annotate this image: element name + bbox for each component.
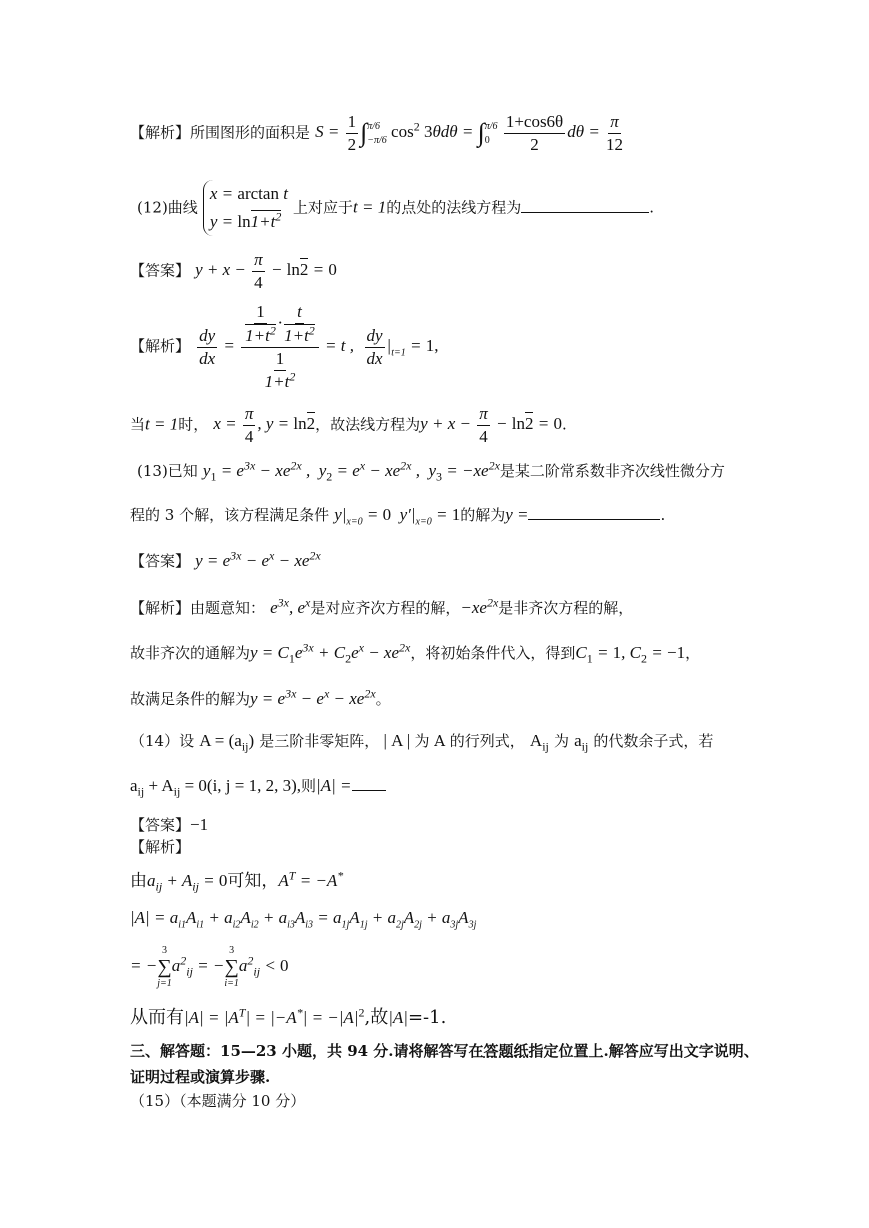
area-text: 所围图形的面积是 — [190, 123, 311, 142]
period: . — [561, 415, 567, 434]
constants: $C_1 = 1$, $C_2 = -1$ — [575, 643, 686, 666]
transpose-relation: $A^T = -A^*$ — [278, 868, 344, 890]
section3-line1 — [130, 1040, 869, 1061]
q12-conclusion-line — [130, 404, 869, 447]
area-solution-line — [130, 112, 869, 155]
q12-text2: 的点处的法线方程为 — [386, 198, 522, 217]
det-expansion: $|A| = a_{i1}A_{i1} + a_{i2}A_{i2} + a_{i3}A_{i3} = a_{1j}A_{1j} + a_{2j}A_{2j} + a_{3j}A_{3j}$ — [130, 908, 477, 931]
q13-analysis-line3 — [130, 688, 869, 709]
q14-step4 — [130, 1003, 869, 1029]
yt-a: 由题意知： — [190, 599, 266, 617]
analysis-tag: 【解析】 — [130, 838, 191, 856]
q14-then: 则 — [301, 777, 317, 795]
curve-system: x = arctan t $y = \ln 1+t^2$ — [203, 180, 288, 236]
analysis-tag: 【解析】 — [130, 336, 191, 355]
area-formula: S = $\frac{1}{2}$ ∫ π/6 −π/6 $\cos^2 3\theta d\theta$ = ∫ π/6 0 $\frac{1+\cos 6\theta}{2}$ dθ = $\frac{\pi}{12}$ — [315, 112, 624, 154]
q13-number: (13)已知 — [137, 462, 198, 480]
q12-answer-line — [130, 250, 869, 293]
you-text: 由 — [130, 871, 147, 891]
yt-b: 是对应齐次方程的解， — [310, 599, 461, 617]
q14-analysis-tag-line — [130, 836, 869, 857]
q12-number: (12)曲线 — [137, 198, 198, 217]
q14-step1 — [130, 866, 869, 894]
q14-line2 — [130, 775, 869, 799]
q13-answer-line — [130, 550, 869, 571]
det-a-abs: |A| = — [316, 776, 352, 795]
general-solution: $y = C_1e^{3x} + C_2e^x - xe^{2x}$ — [250, 640, 411, 666]
q13-solutions: $y_1 = e^{3x} - xe^{2x}$ , $y_2 = e^x - xe^{2x}$ , $y_3 = -xe^{2x}$ — [202, 458, 500, 484]
q14-step2 — [130, 908, 869, 931]
yt-c: 是非齐次方程的解， — [498, 599, 634, 617]
analysis-tag: 【解析】 — [130, 123, 191, 142]
q13-conditions: $y|_{x=0} = 0$ $y'|_{x=0} = 1$ — [334, 505, 461, 528]
q12-answer-blank[interactable] — [521, 212, 649, 213]
t-eq-1: t = 1 — [353, 197, 387, 217]
q13-analysis-line2 — [130, 640, 869, 666]
cofactor-a: $A_{ij}$ — [529, 731, 549, 754]
det-a: | A | — [379, 731, 415, 750]
period: . — [660, 506, 666, 524]
q13-answer: $y = e^{3x} - e^x - xe^{2x}$ — [195, 548, 321, 570]
q15-line — [130, 1090, 869, 1111]
sum-expression: = − 3 ∑ j=1 $a^2_{ij}$ = − 3 ∑ i=1 $a^2_{ij} < 0$ — [130, 945, 289, 989]
cond-expr: $a_{ij} + A_{ij} = 0$ — [147, 871, 228, 894]
congeryou-text: 从而有 — [130, 1007, 184, 1028]
q13-analysis-line1 — [130, 597, 869, 618]
matrix-a: $A = (a_{ij})$ — [199, 731, 255, 754]
answer-tag: 【答案】 — [130, 261, 191, 280]
kezhi-text: 可知， — [227, 871, 279, 891]
q12-answer: y + x − $\frac{\pi}{4}$ − ln2 = 0 — [195, 250, 337, 292]
q13-line2a: 程的 3 个解，该方程满足条件 — [130, 506, 330, 524]
q14-condition: $a_{ij} + A_{ij} = 0(i$, j = 1, 2, 3), — [130, 776, 302, 799]
when-text2: 时， — [178, 415, 209, 434]
sec3-b: 指定位置上.解答应写出文字说明、 — [528, 1042, 759, 1060]
answer-tag: 【答案】 — [130, 552, 191, 570]
mz-end: 。 — [375, 690, 391, 708]
sec3-dots: 答题纸 — [483, 1042, 529, 1060]
tj-a: 故非齐次的通解为 — [130, 644, 251, 662]
q12-text: 上对应于 — [293, 198, 354, 217]
homog-solutions: $e^{3x}$, $e^x$ — [270, 595, 311, 617]
q13-line2b: 的解为 — [460, 506, 506, 524]
q14-d: 为 — [553, 732, 569, 750]
q14-answer-blank[interactable] — [352, 790, 386, 791]
q13-line1 — [137, 458, 869, 484]
q14-step3 — [130, 944, 869, 990]
entry-a: $a_{ij}$ — [574, 731, 589, 754]
xy-values: x = $\frac{\pi}{4}$ , y = ln2 — [213, 404, 316, 446]
y-eq: y = — [505, 505, 529, 524]
q15-heading: （15）（本题满分 10 分） — [130, 1092, 306, 1110]
t-value: t = 1 — [145, 414, 179, 434]
q14-answer-line — [130, 814, 869, 835]
det-chain: $|A| = |A^T| = |-A^*| = -|A|^2$ — [184, 1005, 365, 1027]
analysis-tag: 【解析】 — [130, 599, 191, 617]
tj-b: ，将初始条件代入，得到 — [410, 644, 576, 662]
normal-eq: y + x − $\frac{\pi}{4}$ − ln2 = 0 — [420, 404, 562, 446]
particular-solution: $-xe^{2x}$ — [460, 595, 499, 617]
section3-line2 — [130, 1066, 869, 1087]
q13-tail: 是某二阶常系数非齐次线性微分方 — [499, 462, 725, 480]
q13-line2 — [130, 504, 869, 528]
q14-number: （14）设 — [130, 732, 195, 750]
comma: ， — [685, 644, 701, 662]
gu-text: ,故 — [364, 1007, 389, 1028]
sec3-line2: 证明过程或演算步骤. — [130, 1068, 271, 1086]
dydx-formula: $\frac{dy}{dx}$ = $\frac{1}{1+t^2}$ · $\frac{t}{1+t^2}$ $\frac{1}{1+t^2}$ = t , $\frac{dy}{dx}$ $|_{t=1} = 1$, — [199, 302, 439, 391]
final-solution: $y = e^{3x} - e^x - xe^{2x}$ — [250, 686, 376, 708]
sec3-a: 三、解答题：15—23 小题，共 94 分.请将解答写在 — [130, 1042, 484, 1060]
q13-answer-blank[interactable] — [528, 519, 660, 520]
det-final: |A| — [388, 1008, 408, 1027]
q12-analysis-line — [130, 302, 869, 392]
q14-answer: −1 — [190, 815, 209, 834]
mz-a: 故满足条件的解为 — [130, 690, 251, 708]
normal-eq-text: ，故法线方程为 — [315, 415, 421, 434]
q14-e: 的代数余子式，若 — [593, 732, 714, 750]
eq-end: =-1. — [407, 1007, 447, 1028]
q14-b: 是三阶非零矩阵， — [259, 732, 380, 750]
q12-line — [137, 180, 869, 236]
q14-c: 为 A 的行列式， — [414, 732, 525, 750]
q12-period: . — [649, 198, 655, 217]
when-text: 当 — [130, 415, 146, 434]
answer-tag: 【答案】 — [130, 816, 191, 834]
q14-line1 — [130, 730, 869, 754]
